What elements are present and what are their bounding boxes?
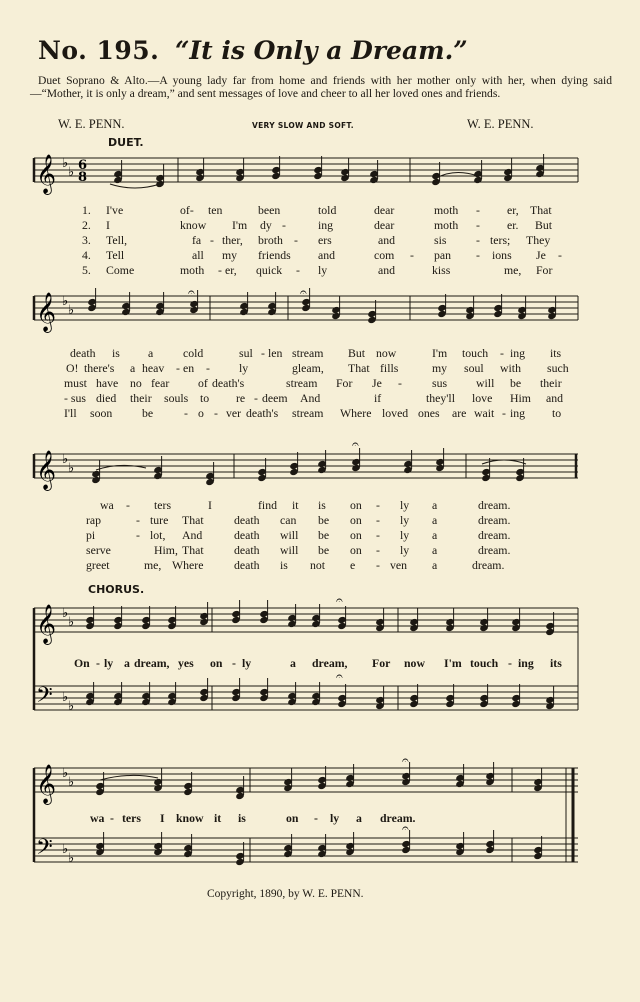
chorus-label: CHORUS. [88, 583, 145, 596]
note-group [85, 678, 555, 710]
lyric-syllable: I'll [64, 406, 77, 420]
lyric-syllable: ing [518, 656, 534, 670]
lyric-syllable: com [374, 248, 395, 262]
lyric-syllable: - [218, 263, 222, 277]
lyric-syllable: dream. [478, 513, 511, 527]
lyric-syllable: - [376, 498, 380, 512]
lyric-syllable: ly [400, 543, 410, 557]
lyric-syllable: dream, [134, 656, 170, 670]
fermata-icon: 𝄐 [402, 821, 409, 835]
flat-icon: ♭ [68, 615, 75, 630]
lyric-syllable: a [124, 656, 130, 670]
lyric-syllable: And [182, 528, 203, 542]
flat-icon: ♭ [62, 156, 69, 171]
treble-clef-icon: 𝄞 [36, 450, 57, 490]
lyric-syllable: ly [400, 513, 410, 527]
lyric-syllable: But [535, 218, 553, 232]
lyric-syllable: yes [178, 656, 194, 670]
flat-icon: ♭ [68, 461, 75, 476]
lyric-syllable: - [376, 558, 380, 572]
lyric-syllable: Je [372, 376, 382, 390]
lyric-syllable: But [348, 346, 366, 360]
lyric-syllable: I've [106, 203, 124, 217]
lyric-syllable: it [292, 498, 299, 512]
lyric-syllable: dream, [312, 656, 348, 670]
lyric-syllable: ters; [490, 233, 511, 247]
lyric-syllable: and [378, 233, 396, 247]
lyric-syllable: - [296, 263, 300, 277]
lyric-syllable: be [142, 406, 154, 420]
lyric-syllable: sis [434, 233, 447, 247]
lyric-syllable: ture [150, 513, 169, 527]
lyric-syllable: be [318, 513, 330, 527]
lyric-syllable: - [210, 233, 214, 247]
lyric-syllable: ly [400, 498, 410, 512]
lyric-syllable: know [176, 811, 204, 825]
staff-system-2 [0, 285, 640, 338]
lyric-syllable: with [500, 361, 521, 375]
lyric-syllable: Where [340, 406, 372, 420]
lyric-syllable: I [208, 498, 212, 512]
treble-clef-icon: 𝄞 [36, 764, 57, 804]
lyric-syllable: a [130, 361, 136, 375]
lyric-syllable: on [350, 543, 362, 557]
lyric-syllable: and [378, 263, 396, 277]
lyric-syllable: Where [172, 558, 204, 572]
lyric-syllable: are [452, 406, 467, 420]
lyric-syllable: all [192, 248, 204, 262]
lyric-syllable: 5. [82, 263, 91, 277]
lyric-syllable: died [96, 391, 117, 405]
lyric-syllable: - [376, 513, 380, 527]
lyric-syllable: soon [90, 406, 113, 420]
lyric-syllable: - [476, 233, 480, 247]
lyric-syllable: their [540, 376, 562, 390]
lyric-syllable: death [234, 543, 260, 557]
lyric-syllable: dream. [380, 811, 416, 825]
lyric-syllable: death [234, 528, 260, 542]
lyric-syllable: is [318, 498, 326, 512]
lyric-syllable: dream. [478, 543, 511, 557]
lyric-syllable: - [126, 498, 130, 512]
credit-music: W. E. PENN. [467, 117, 534, 131]
lyric-syllable: is [238, 811, 246, 825]
lyric-syllable: - [206, 361, 210, 375]
lyric-syllable: now [376, 346, 397, 360]
lyric-syllable: broth [258, 233, 283, 247]
lyric-syllable: len [268, 346, 283, 360]
lyric-syllable: ly [104, 656, 114, 670]
lyric-syllable: a [432, 558, 438, 572]
lyric-syllable: 2. [82, 218, 91, 232]
lyric-syllable: o [198, 406, 204, 420]
lyric-syllable: kiss [432, 263, 451, 277]
lyric-syllable: soul [464, 361, 484, 375]
lyric-syllable: ly [330, 811, 340, 825]
lyric-syllable: heav [142, 361, 165, 375]
lyric-syllable: That [530, 203, 552, 217]
slur [436, 172, 478, 178]
lyric-syllable: ly [239, 361, 249, 375]
lyric-syllable: stream [286, 376, 318, 390]
lyric-syllable: - [282, 218, 286, 232]
lyric-syllable: I [106, 218, 110, 232]
lyric-syllable: no [130, 376, 142, 390]
lyric-syllable: ver [226, 406, 242, 420]
slur [100, 775, 158, 780]
lyric-syllable: on [350, 513, 362, 527]
flat-icon: ♭ [62, 294, 69, 309]
fermata-icon: 𝄐 [402, 753, 409, 767]
lyric-syllable: death's [246, 406, 279, 420]
lyric-syllable: a [148, 346, 154, 360]
lyric-syllable: ters [154, 498, 172, 512]
lyric-syllable: souls [164, 391, 189, 405]
lyric-syllable: of [198, 376, 208, 390]
lyric-syllable: ther, [222, 233, 243, 247]
lyric-syllable: been [258, 203, 281, 217]
lyric-syllable: touch [462, 346, 489, 360]
lyric-syllable: - [184, 406, 188, 420]
lyric-syllable: fa [192, 233, 202, 247]
bass-clef-icon: 𝄢 [36, 683, 53, 713]
lyric-syllable: - [254, 391, 258, 405]
lyric-syllable: my [432, 361, 448, 375]
lyric-syllable: it [214, 811, 222, 825]
lyric-syllable: That [182, 543, 204, 557]
lyric-syllable: - [110, 811, 114, 825]
lyric-syllable: I'm [432, 346, 448, 360]
lyric-syllable: of- [180, 203, 194, 217]
lyric-syllable: - [176, 361, 180, 375]
lyric-syllable: dear [374, 218, 395, 232]
lyric-syllable: - [502, 406, 506, 420]
lyric-syllable: I [160, 811, 165, 825]
flat-icon: ♭ [62, 452, 69, 467]
lyric-syllable: fear [151, 376, 170, 390]
lyric-syllable: me, [504, 263, 522, 277]
lyric-syllable: will [280, 528, 299, 542]
lyric-syllable: friends [258, 248, 291, 262]
flat-icon: ♭ [62, 690, 69, 705]
flat-icon: ♭ [68, 699, 75, 714]
fermata-icon: 𝄐 [336, 669, 343, 683]
lyric-syllable: O! [66, 361, 79, 375]
lyric-syllable: - [508, 656, 512, 670]
bass-clef-icon: 𝄢 [36, 835, 53, 865]
fermata-icon: 𝄐 [188, 285, 195, 299]
lyric-syllable: On [74, 656, 90, 670]
lyric-syllable: to [552, 406, 562, 420]
lyric-syllable: moth [434, 203, 459, 217]
flat-icon: ♭ [68, 303, 75, 318]
lyric-syllable: wa [90, 811, 105, 825]
lyric-syllable: on [210, 656, 223, 670]
lyric-syllable: Tell [106, 248, 125, 262]
flat-icon: ♭ [68, 165, 75, 180]
lyric-syllable: loved [382, 406, 409, 420]
lyric-syllable: touch [470, 656, 499, 670]
lyric-syllable: quick [256, 263, 283, 277]
lyric-syllable: 1. [82, 203, 91, 217]
lyric-syllable: Come [106, 263, 135, 277]
note-group [85, 600, 555, 636]
lyric-syllable: - [376, 528, 380, 542]
lyric-syllable: and [318, 248, 336, 262]
lyric-syllable: dream. [478, 528, 511, 542]
lyric-syllable: told [318, 203, 337, 217]
intro-lead: Duet Soprano & Alto. [38, 74, 148, 87]
flat-icon: ♭ [68, 775, 75, 790]
lyric-syllable: wa [100, 498, 114, 512]
lyric-syllable: - [476, 218, 480, 232]
lyric-syllable: - [261, 346, 265, 360]
lyric-syllable: their [130, 391, 152, 405]
lyric-syllable: death [70, 346, 96, 360]
lyric-syllable: 4. [82, 248, 91, 262]
fermata-icon: 𝄐 [336, 593, 343, 607]
lyric-syllable: moth [180, 263, 205, 277]
flat-icon: ♭ [68, 851, 75, 866]
lyric-syllable: stream [292, 406, 324, 420]
treble-clef-icon: 𝄞 [36, 292, 57, 332]
lyric-syllable: ten [208, 203, 223, 217]
tempo-marking: VERY SLOW AND SOFT. [252, 121, 354, 130]
lyric-syllable: I'm [232, 218, 248, 232]
lyric-syllable: - [136, 513, 140, 527]
lyric-syllable: ters [122, 811, 141, 825]
lyric-syllable: I'm [444, 656, 462, 670]
hymn-number: No. 195. [38, 36, 160, 65]
treble-clef-icon: 𝄞 [36, 154, 57, 194]
lyric-syllable: That [348, 361, 370, 375]
lyric-syllable: pan [434, 248, 452, 262]
lyric-syllable: a [432, 513, 438, 527]
flat-icon: ♭ [62, 766, 69, 781]
lyric-syllable: must [64, 376, 87, 390]
lyric-syllable: death [234, 513, 260, 527]
lyric-syllable: And [300, 391, 321, 405]
lyric-syllable: love [472, 391, 493, 405]
lyric-syllable: For [372, 656, 391, 670]
lyric-syllable: For [336, 376, 353, 390]
note-group [87, 288, 557, 324]
lyric-syllable: ly [318, 263, 328, 277]
lyric-syllable: me, [144, 558, 162, 572]
lyric-syllable: my [222, 248, 238, 262]
lyric-syllable: ones [418, 406, 440, 420]
lyric-syllable: Je [536, 248, 546, 262]
flat-icon: ♭ [62, 842, 69, 857]
lyric-syllable: is [280, 558, 288, 572]
lyric-syllable: er, [507, 203, 519, 217]
lyric-syllable: - [232, 656, 236, 670]
lyric-syllable: to [200, 391, 210, 405]
lyric-syllable: have [96, 376, 119, 390]
lyric-syllable: not [310, 558, 326, 572]
lyric-syllable: ly [400, 528, 410, 542]
lyric-syllable: be [318, 543, 330, 557]
lyric-syllable: ers [318, 233, 332, 247]
lyric-syllable: will [280, 543, 299, 557]
lyric-syllable: - sus [64, 391, 86, 405]
lyric-syllable: moth [434, 218, 459, 232]
lyric-syllable: dy [260, 218, 272, 232]
duet-label: DUET. [108, 136, 144, 149]
lyric-syllable: a [432, 498, 438, 512]
flat-icon: ♭ [62, 606, 69, 621]
treble-clef-icon: 𝄞 [36, 604, 57, 644]
staff-system-1 [0, 150, 640, 200]
lyric-syllable: dream. [478, 498, 511, 512]
lyric-syllable: deem [262, 391, 288, 405]
lyric-syllable: ions [492, 248, 512, 262]
lyric-syllable: - [136, 528, 140, 542]
time-signature-bottom: 8 [78, 170, 88, 185]
lyric-syllable: a [432, 543, 438, 557]
lyric-syllable: and [546, 391, 564, 405]
lyric-syllable: e [350, 558, 356, 572]
lyric-syllable: rap [86, 513, 102, 527]
lyric-syllable: such [547, 361, 569, 375]
lyric-syllable: sus [432, 376, 448, 390]
lyric-syllable: ing [318, 218, 334, 232]
time-signature-top: 6 [78, 158, 88, 173]
staff-system-3 [0, 437, 640, 496]
lyric-syllable: they'll [426, 391, 455, 405]
lyric-syllable: on [350, 498, 362, 512]
lyric-syllable: wait [474, 406, 495, 420]
lyric-syllable: They [526, 233, 551, 247]
lyric-syllable: be [510, 376, 522, 390]
lyric-syllable: will [476, 376, 495, 390]
lyric-syllable: ven [390, 558, 408, 572]
lyric-syllable: there's [84, 361, 115, 375]
lyric-syllable: - [500, 346, 504, 360]
lyric-syllable: know [180, 218, 207, 232]
note-group [95, 830, 543, 866]
lyric-syllable: - [476, 203, 480, 217]
slur [482, 460, 526, 464]
lyric-syllable: sul [239, 346, 253, 360]
lyric-syllable: greet [86, 558, 110, 572]
lyric-syllable: ly [242, 656, 252, 670]
lyric-syllable: en [183, 361, 195, 375]
lyric-syllable: gleam, [292, 361, 324, 375]
lyric-syllable: its [550, 346, 562, 360]
lyric-syllable: Him [510, 391, 531, 405]
lyric-syllable: its [550, 656, 562, 670]
lyric-syllable: can [280, 513, 297, 527]
lyric-syllable: a [290, 656, 296, 670]
copyright-footer: Copyright, 1890, by W. E. PENN. [207, 888, 364, 900]
lyric-syllable: a [356, 811, 362, 825]
lyric-syllable: ing [510, 406, 526, 420]
lyric-syllable: - [476, 248, 480, 262]
fermata-icon: 𝄐 [300, 285, 307, 299]
slur [110, 184, 160, 188]
lyric-syllable: now [404, 656, 425, 670]
lyric-syllable: dream. [472, 558, 505, 572]
lyric-syllable: on [286, 811, 299, 825]
lyric-syllable: re [236, 391, 246, 405]
lyric-syllable: death's [212, 376, 245, 390]
credit-words: W. E. PENN. [58, 117, 125, 131]
lyric-syllable: a [432, 528, 438, 542]
lyric-syllable: serve [86, 543, 111, 557]
lyric-syllable: dear [374, 203, 395, 217]
lyric-syllable: Tell, [106, 233, 128, 247]
lyric-syllable: fills [380, 361, 399, 375]
lyric-syllable: lot, [150, 528, 166, 542]
intro-text: —A young lady far from home and friends with her mother only with her, when dying said—“Mother, it is only a dream,” and sent messages of love and cheer to all her loved ones and friends. [30, 74, 612, 101]
intro-note [30, 74, 612, 101]
lyric-syllable: Him, [154, 543, 178, 557]
lyric-syllable: - [398, 376, 402, 390]
lyric-syllable: - [376, 543, 380, 557]
lyric-syllable: - [96, 656, 100, 670]
hymn-title: “It is Only a Dream.” [175, 36, 468, 65]
lyric-syllable: 3. [82, 233, 91, 247]
lyric-syllable: er. [507, 218, 519, 232]
lyric-syllable: er, [225, 263, 237, 277]
lyric-syllable: ing [510, 346, 526, 360]
lyric-syllable: - [558, 248, 562, 262]
lyric-syllable: if [374, 391, 382, 405]
lyric-syllable: pi [86, 528, 96, 542]
lyric-syllable: - [314, 811, 318, 825]
lyric-syllable: find [258, 498, 278, 512]
lyric-syllable: That [182, 513, 204, 527]
lyric-syllable: be [318, 528, 330, 542]
lyric-syllable: stream [292, 346, 324, 360]
lyric-syllable: For [536, 263, 553, 277]
fermata-icon: 𝄐 [352, 437, 359, 451]
lyric-syllable: death [234, 558, 260, 572]
lyric-syllable: on [350, 528, 362, 542]
lyric-syllable: - [214, 406, 218, 420]
lyric-syllable: - [410, 248, 414, 262]
lyric-syllable: cold [183, 346, 204, 360]
lyric-syllable: - [294, 233, 298, 247]
lyric-syllable: is [112, 346, 120, 360]
